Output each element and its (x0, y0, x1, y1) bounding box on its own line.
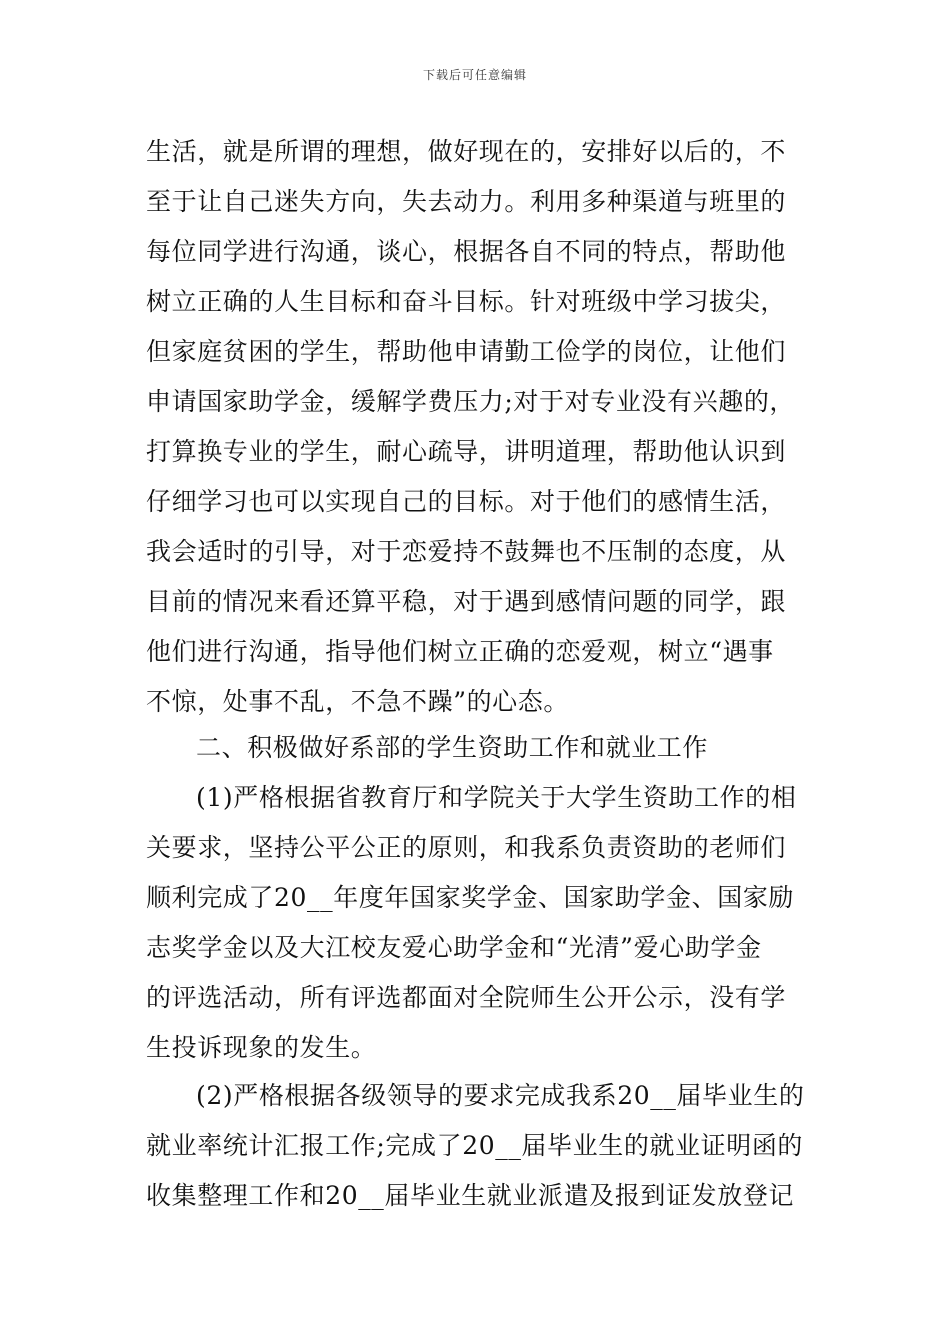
paragraph-first-line: (1)严格根据省教育厅和学院关于大学生资助工作的相 (196, 783, 797, 812)
body-line: 他们进行沟通，指导他们树立正确的恋爱观，树立“遇事 (146, 637, 774, 666)
body-line: 申请国家助学金，缓解学费压力;对于对专业没有兴趣的， (146, 387, 796, 416)
body-line: 顺利完成了20__年度年国家奖学金、国家助学金、国家励 (146, 883, 795, 912)
body-line: 关要求，坚持公平公正的原则，和我系负责资助的老师们 (146, 833, 787, 862)
body-line: 生投诉现象的发生。 (146, 1033, 377, 1062)
body-line: 目前的情况来看还算平稳，对于遇到感情问题的同学，跟 (146, 587, 787, 616)
body-line: 仔细学习也可以实现自己的目标。对于他们的感情生活， (146, 487, 787, 516)
body-line: 就业率统计汇报工作;完成了20__届毕业生的就业证明函的 (146, 1131, 804, 1160)
body-line: 的评选活动，所有评选都面对全院师生公开公示，没有学 (146, 983, 787, 1012)
body-line: 不惊，处事不乱，不急不躁”的心态。 (146, 687, 569, 716)
body-line: 生活，就是所谓的理想，做好现在的，安排好以后的，不 (146, 137, 787, 166)
paragraph-first-line: (2)严格根据各级领导的要求完成我系20__届毕业生的 (196, 1081, 805, 1110)
body-line: 我会适时的引导，对于恋爱持不鼓舞也不压制的态度，从 (146, 537, 787, 566)
body-line: 打算换专业的学生，耐心疏导，讲明道理，帮助他认识到 (146, 437, 787, 466)
body-line: 树立正确的人生目标和奋斗目标。针对班级中学习拔尖， (146, 287, 787, 316)
body-line: 每位同学进行沟通，谈心，根据各自不同的特点，帮助他 (146, 237, 787, 266)
body-line: 收集整理工作和20__届毕业生就业派遣及报到证发放登记 (146, 1181, 795, 1210)
body-line: 志奖学金以及大江校友爱心助学金和“光清”爱心助学金 (146, 933, 762, 962)
page-header: 下载后可任意编辑 (422, 68, 527, 82)
body-line: 至于让自己迷失方向，失去动力。利用多种渠道与班里的 (146, 187, 787, 216)
body-line: 但家庭贫困的学生，帮助他申请勤工俭学的岗位，让他们 (146, 337, 787, 366)
section-heading: 二、积极做好系部的学生资助工作和就业工作 (196, 733, 709, 762)
